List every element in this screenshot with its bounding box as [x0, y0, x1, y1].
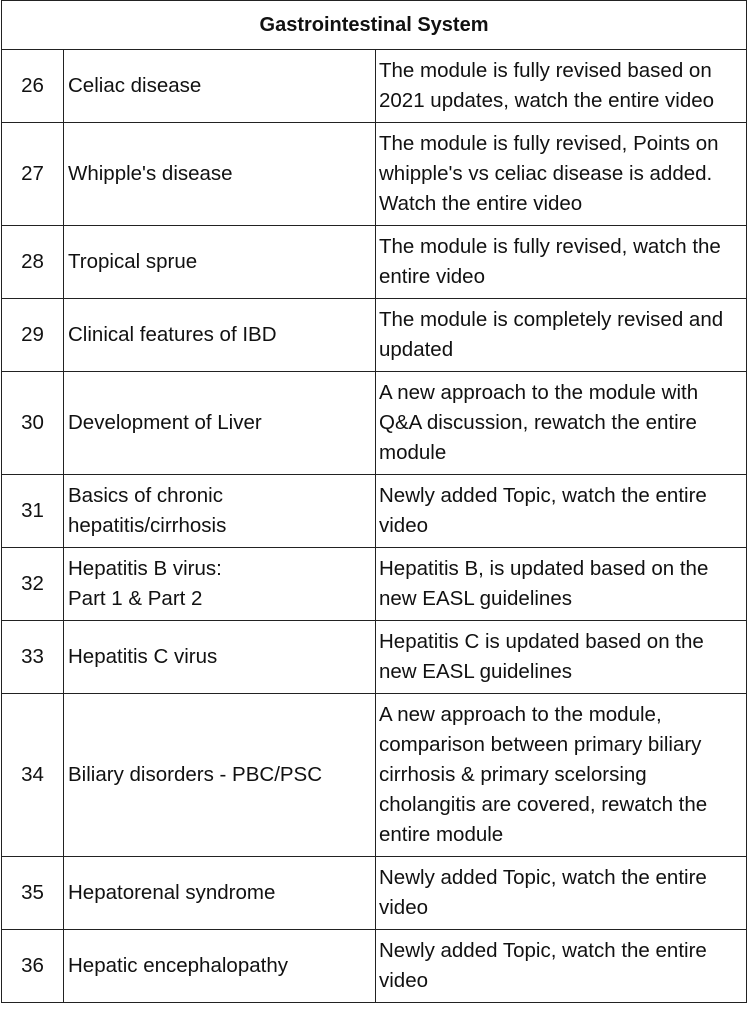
note-line: Newly added Topic, watch the entire: [379, 866, 707, 889]
module-number: 33: [2, 621, 64, 694]
table-row: [2, 50, 747, 123]
topic-line: Part 1 & Part 2: [68, 587, 203, 610]
note-line: Watch the entire video: [379, 192, 583, 215]
module-topic: [64, 694, 376, 857]
module-update-note: [376, 123, 747, 226]
module-update-note: [376, 226, 747, 299]
table-row: [2, 123, 747, 226]
module-number: 28: [2, 226, 64, 299]
note-line: entire module: [379, 823, 504, 846]
module-topic: [64, 930, 376, 1003]
module-topic: [64, 299, 376, 372]
module-update-note: [376, 475, 747, 548]
topic-line: Clinical features of IBD: [68, 323, 277, 346]
module-topic: [64, 226, 376, 299]
modules-table: [1, 0, 747, 1003]
note-line: new EASL guidelines: [379, 660, 572, 683]
module-number: 29: [2, 299, 64, 372]
module-number: 30: [2, 372, 64, 475]
topic-line: Whipple's disease: [68, 162, 233, 185]
table-row: [2, 548, 747, 621]
module-number: 27: [2, 123, 64, 226]
module-topic: [64, 548, 376, 621]
topic-line: Hepatitis B virus:: [68, 557, 222, 580]
note-line: comparison between primary biliary: [379, 733, 702, 756]
note-line: Hepatitis B, is updated based on the: [379, 557, 709, 580]
module-number: 34: [2, 694, 64, 857]
module-topic: [64, 50, 376, 123]
module-topic: [64, 857, 376, 930]
note-line: updated: [379, 338, 454, 361]
module-update-note: [376, 930, 747, 1003]
note-line: The module is fully revised, watch the: [379, 235, 721, 258]
note-line: entire video: [379, 265, 485, 288]
table-row: [2, 226, 747, 299]
module-update-note: [376, 372, 747, 475]
table-row: [2, 857, 747, 930]
note-line: module: [379, 441, 447, 464]
note-line: video: [379, 969, 429, 992]
module-number: 36: [2, 930, 64, 1003]
module-update-note: [376, 694, 747, 857]
topic-line: Development of Liver: [68, 411, 262, 434]
note-line: cirrhosis & primary scelorsing: [379, 763, 647, 786]
topic-line: Biliary disorders - PBC/PSC: [68, 763, 323, 786]
topic-line: Hepatic encephalopathy: [68, 954, 288, 977]
module-topic: [64, 372, 376, 475]
note-line: video: [379, 896, 429, 919]
table-row: [2, 694, 747, 857]
note-line: The module is completely revised and: [379, 308, 724, 331]
topic-line: Hepatitis C virus: [68, 645, 218, 668]
note-line: cholangitis are covered, rewatch the: [379, 793, 708, 816]
table-title: Gastrointestinal System: [2, 1, 747, 50]
note-line: whipple's vs celiac disease is added.: [379, 162, 713, 185]
note-line: video: [379, 514, 429, 537]
module-topic: [64, 475, 376, 548]
table-title-row: [2, 1, 747, 50]
topic-line: Basics of chronic: [68, 484, 223, 507]
table-row: [2, 475, 747, 548]
module-number: 35: [2, 857, 64, 930]
table-row: [2, 372, 747, 475]
note-line: 2021 updates, watch the entire video: [379, 89, 715, 112]
note-line: Newly added Topic, watch the entire: [379, 484, 707, 507]
module-number: 26: [2, 50, 64, 123]
topic-line: Hepatorenal syndrome: [68, 881, 276, 904]
table-row: [2, 621, 747, 694]
module-update-note: [376, 621, 747, 694]
note-line: The module is fully revised, Points on: [379, 132, 719, 155]
topic-line: Celiac disease: [68, 74, 202, 97]
module-topic: [64, 621, 376, 694]
note-line: The module is fully revised based on: [379, 59, 712, 82]
topic-line: hepatitis/cirrhosis: [68, 514, 227, 537]
table-row: [2, 299, 747, 372]
note-line: Q&A discussion, rewatch the entire: [379, 411, 697, 434]
note-line: Newly added Topic, watch the entire: [379, 939, 707, 962]
note-line: A new approach to the module with: [379, 381, 699, 404]
note-line: Hepatitis C is updated based on the: [379, 630, 704, 653]
module-update-note: [376, 50, 747, 123]
module-number: 31: [2, 475, 64, 548]
module-update-note: [376, 857, 747, 930]
module-topic: [64, 123, 376, 226]
topic-line: Tropical sprue: [68, 250, 198, 273]
table-body: [2, 50, 747, 1003]
table-row: [2, 930, 747, 1003]
module-update-note: [376, 548, 747, 621]
module-update-note: [376, 299, 747, 372]
module-number: 32: [2, 548, 64, 621]
note-line: new EASL guidelines: [379, 587, 572, 610]
note-line: A new approach to the module,: [379, 703, 662, 726]
